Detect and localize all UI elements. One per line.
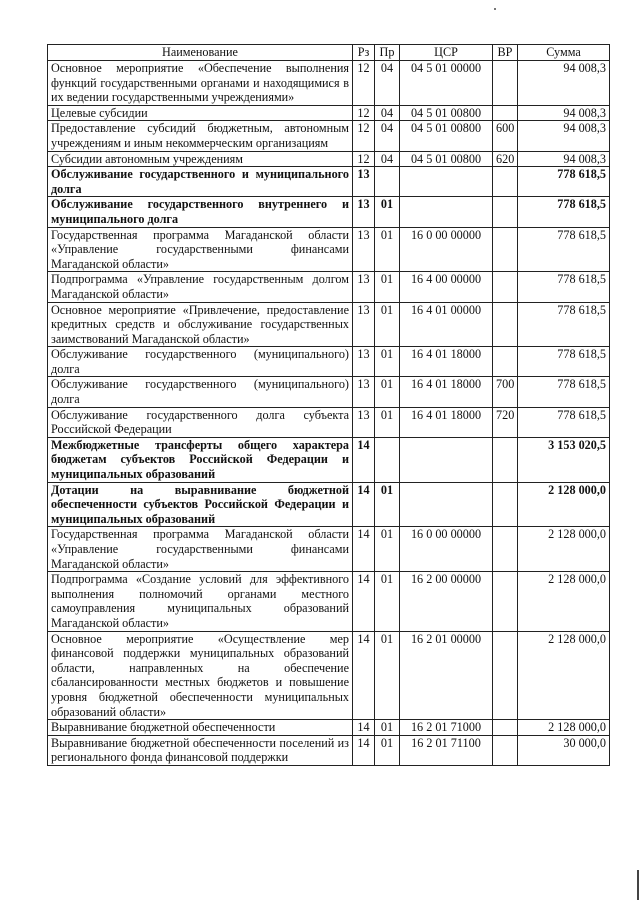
table-row — [48, 302, 610, 347]
cell-name: Основное мероприятие «Обеспечение выполнения функций государственными органами и находящимися в их ведении государственными учреждениями» — [48, 61, 353, 106]
table-row — [48, 167, 610, 197]
cell-vr — [493, 302, 518, 347]
cell-sum: 778 618,5 — [518, 407, 610, 437]
cell-sum: 778 618,5 — [518, 197, 610, 227]
cell-pr: 04 — [375, 151, 400, 167]
cell-pr: 01 — [375, 347, 400, 377]
table-row — [48, 121, 610, 151]
cell-rz: 12 — [353, 151, 375, 167]
cell-pr: 01 — [375, 735, 400, 765]
table-row — [48, 227, 610, 272]
table-row — [48, 377, 610, 407]
cell-csr: 16 2 00 00000 — [400, 572, 493, 631]
cell-sum: 2 128 000,0 — [518, 631, 610, 720]
table-row — [48, 735, 610, 765]
table-row — [48, 151, 610, 167]
cell-rz: 13 — [353, 272, 375, 302]
cell-pr: 01 — [375, 227, 400, 272]
cell-pr: 01 — [375, 631, 400, 720]
table-row — [48, 61, 610, 106]
cell-rz: 14 — [353, 735, 375, 765]
cell-sum: 2 128 000,0 — [518, 482, 610, 527]
cell-csr: 04 5 01 00800 — [400, 105, 493, 121]
cell-rz: 13 — [353, 347, 375, 377]
cell-vr — [493, 272, 518, 302]
header-rz: Рз — [353, 45, 375, 61]
cell-vr: 620 — [493, 151, 518, 167]
table-row — [48, 527, 610, 572]
cell-name: Основное мероприятие «Осуществление мер финансовой поддержки муниципальных образований области, направленных на обеспечение сбалансированности местных бюджетов и повышение уровня бюджетной обеспеченности муниципальных образований области» — [48, 631, 353, 720]
cell-rz: 14 — [353, 482, 375, 527]
cell-rz: 13 — [353, 167, 375, 197]
cell-pr: 04 — [375, 121, 400, 151]
table-row — [48, 272, 610, 302]
cell-sum: 778 618,5 — [518, 302, 610, 347]
cell-csr — [400, 167, 493, 197]
table-row — [48, 437, 610, 482]
cell-name: Обслуживание государственного внутреннего и муниципального долга — [48, 197, 353, 227]
cell-sum: 778 618,5 — [518, 167, 610, 197]
cell-sum: 778 618,5 — [518, 377, 610, 407]
cell-rz: 14 — [353, 527, 375, 572]
cell-name: Основное мероприятие «Привлечение, предоставление кредитных средств и обслуживание государственных заимствований Магаданской области» — [48, 302, 353, 347]
cell-pr — [375, 437, 400, 482]
header-vr: ВР — [493, 45, 518, 61]
cell-vr — [493, 105, 518, 121]
cell-pr: 04 — [375, 105, 400, 121]
cell-sum: 778 618,5 — [518, 272, 610, 302]
cell-vr — [493, 527, 518, 572]
cell-name: Целевые субсидии — [48, 105, 353, 121]
cell-name: Обслуживание государственного и муниципального долга — [48, 167, 353, 197]
cell-csr: 04 5 01 00800 — [400, 151, 493, 167]
cell-csr: 16 4 01 18000 — [400, 347, 493, 377]
cell-vr: 700 — [493, 377, 518, 407]
cell-vr — [493, 735, 518, 765]
cell-name: Выравнивание бюджетной обеспеченности — [48, 720, 353, 736]
cell-name: Обслуживание государственного (муниципального) долга — [48, 347, 353, 377]
cell-csr: 16 2 01 71100 — [400, 735, 493, 765]
cell-rz: 14 — [353, 720, 375, 736]
header-sum: Сумма — [518, 45, 610, 61]
cell-pr: 01 — [375, 272, 400, 302]
cell-csr — [400, 482, 493, 527]
table-row — [48, 631, 610, 720]
header-pr: Пр — [375, 45, 400, 61]
cell-rz: 13 — [353, 377, 375, 407]
header-name: Наименование — [48, 45, 353, 61]
cell-rz: 14 — [353, 572, 375, 631]
cell-csr: 16 4 00 00000 — [400, 272, 493, 302]
cell-pr: 01 — [375, 572, 400, 631]
cell-csr — [400, 437, 493, 482]
table-body — [48, 61, 610, 766]
cell-vr — [493, 167, 518, 197]
cell-csr: 16 2 01 71000 — [400, 720, 493, 736]
cell-sum: 3 153 020,5 — [518, 437, 610, 482]
cell-name: Обслуживание государственного (муниципального) долга — [48, 377, 353, 407]
cell-vr — [493, 631, 518, 720]
cell-sum: 94 008,3 — [518, 105, 610, 121]
cell-csr: 16 4 01 18000 — [400, 407, 493, 437]
cell-pr: 01 — [375, 407, 400, 437]
cell-pr: 01 — [375, 720, 400, 736]
cell-vr — [493, 482, 518, 527]
cell-name: Государственная программа Магаданской области «Управление государственными финансами Магаданской области» — [48, 227, 353, 272]
cell-vr — [493, 227, 518, 272]
cell-name: Дотации на выравнивание бюджетной обеспеченности субъектов Российской Федерации и муниципальных образований — [48, 482, 353, 527]
cell-vr: 720 — [493, 407, 518, 437]
cell-sum: 2 128 000,0 — [518, 720, 610, 736]
cell-rz: 12 — [353, 105, 375, 121]
cell-pr — [375, 167, 400, 197]
table-row — [48, 572, 610, 631]
cell-rz: 13 — [353, 227, 375, 272]
header-csr: ЦСР — [400, 45, 493, 61]
cell-csr: 16 0 00 00000 — [400, 527, 493, 572]
cell-rz: 14 — [353, 437, 375, 482]
cell-sum: 94 008,3 — [518, 121, 610, 151]
cell-name: Подпрограмма «Управление государственным долгом Магаданской области» — [48, 272, 353, 302]
cell-vr — [493, 347, 518, 377]
table-row — [48, 407, 610, 437]
cell-sum: 2 128 000,0 — [518, 572, 610, 631]
cell-rz: 14 — [353, 631, 375, 720]
cell-name: Обслуживание государственного долга субъекта Российской Федерации — [48, 407, 353, 437]
cell-sum: 2 128 000,0 — [518, 527, 610, 572]
cell-csr: 16 4 01 18000 — [400, 377, 493, 407]
cell-sum: 94 008,3 — [518, 61, 610, 106]
header-row — [48, 45, 610, 61]
cell-vr — [493, 437, 518, 482]
cell-vr — [493, 197, 518, 227]
cell-name: Государственная программа Магаданской области «Управление государственными финансами Магаданской области» — [48, 527, 353, 572]
cell-name: Субсидии автономным учреждениям — [48, 151, 353, 167]
cell-rz: 13 — [353, 302, 375, 347]
cell-csr: 04 5 01 00000 — [400, 61, 493, 106]
cell-sum: 30 000,0 — [518, 735, 610, 765]
cell-csr — [400, 197, 493, 227]
cell-vr — [493, 720, 518, 736]
cell-rz: 12 — [353, 61, 375, 106]
cell-rz: 13 — [353, 197, 375, 227]
budget-table — [47, 44, 610, 766]
table-row — [48, 347, 610, 377]
cell-csr: 16 4 01 00000 — [400, 302, 493, 347]
cell-name: Выравнивание бюджетной обеспеченности поселений из регионального фонда финансовой поддержки — [48, 735, 353, 765]
cell-pr: 01 — [375, 302, 400, 347]
cell-sum: 94 008,3 — [518, 151, 610, 167]
table-row — [48, 482, 610, 527]
cell-csr: 16 0 00 00000 — [400, 227, 493, 272]
cell-vr — [493, 61, 518, 106]
table-row — [48, 197, 610, 227]
cell-sum: 778 618,5 — [518, 347, 610, 377]
cell-pr: 01 — [375, 527, 400, 572]
cell-vr — [493, 572, 518, 631]
cell-pr: 01 — [375, 377, 400, 407]
cell-name: Предоставление субсидий бюджетным, автономным учреждениям и иным некоммерческим организациям — [48, 121, 353, 151]
cell-name: Подпрограмма «Создание условий для эффективного выполнения полномочий органами местного самоуправления муниципальных образований Магаданской области» — [48, 572, 353, 631]
scan-edge-mark — [637, 870, 639, 900]
cell-sum: 778 618,5 — [518, 227, 610, 272]
cell-pr: 04 — [375, 61, 400, 106]
table-row — [48, 105, 610, 121]
cell-rz: 12 — [353, 121, 375, 151]
cell-name: Межбюджетные трансферты общего характера бюджетам субъектов Российской Федерации и муниципальных образований — [48, 437, 353, 482]
cell-csr: 04 5 01 00800 — [400, 121, 493, 151]
cell-rz: 13 — [353, 407, 375, 437]
cell-pr: 01 — [375, 197, 400, 227]
cell-vr: 600 — [493, 121, 518, 151]
cell-pr: 01 — [375, 482, 400, 527]
cell-csr: 16 2 01 00000 — [400, 631, 493, 720]
table-row — [48, 720, 610, 736]
scan-speck — [494, 8, 496, 10]
